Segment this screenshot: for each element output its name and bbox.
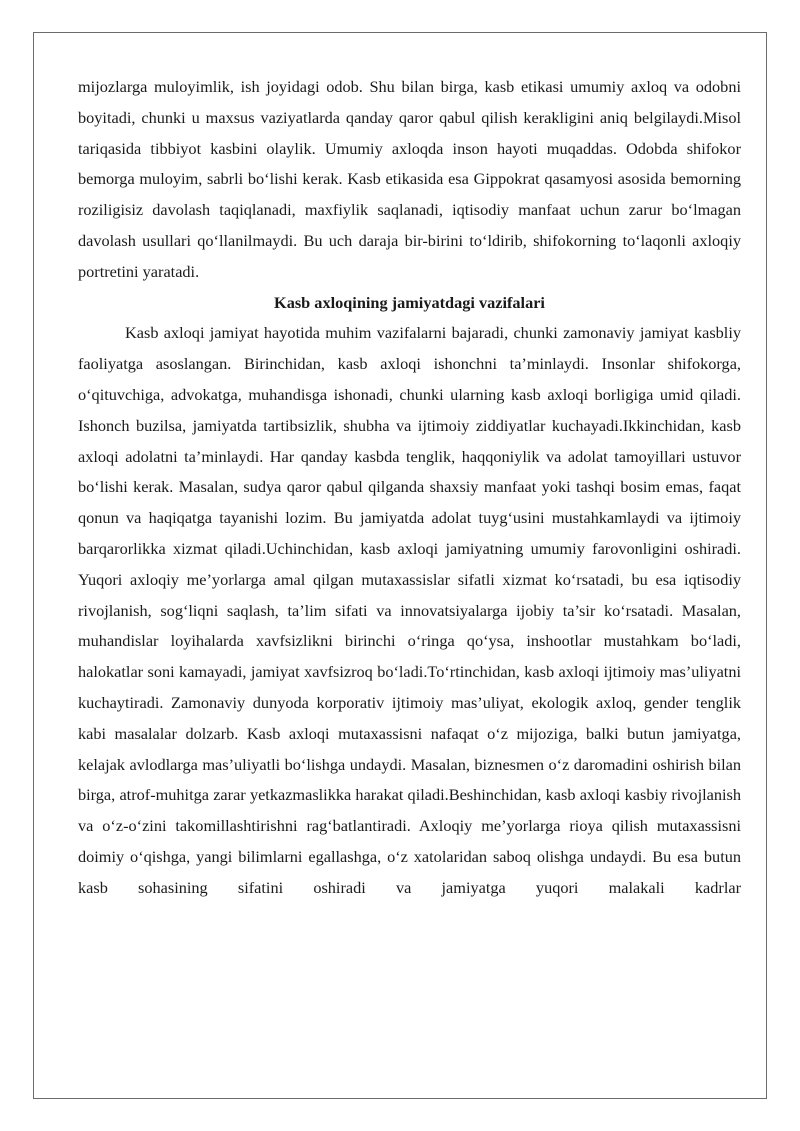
section-heading: Kasb axloqining jamiyatdagi vazifalari bbox=[274, 292, 545, 312]
body-paragraph-2: Kasb axloqi jamiyat hayotida muhim vazifalarni bajaradi, chunki zamonaviy jamiyat kasbliy faoliyatga asoslangan. Birinchidan, kasb axloqi ishonchni ta’minlaydi. Insonlar shifokorga, o‘qituvchiga, advokatga, muhandisga ishonadi, chunki ularning kasb axloqi borligiga umid qiladi. Ishonch buzilsa, jamiyatda tartibsizlik, shubha va ijtimoiy ziddiyatlar kuchayadi.Ikkinchidan, kasb axloqi adolatni ta’minlaydi. Har qanday kasbda tenglik, haqqoniylik va adolat tamoyillari ustuvor bo‘lishi kerak. Masalan, sudya qaror qabul qilganda shaxsiy manfaat yoki tashqi bosim emas, faqat qonun va haqiqatga tayanishi lozim. Bu jamiyatda adolat tuyg‘usini mustahkamlaydi va ijtimoiy barqarorlikka xizmat qiladi.Uchinchidan, kasb axloqi jamiyatning umumiy farovonligini oshiradi. Yuqori axloqiy me’yorlarga amal qilgan mutaxassislar sifatli xizmat ko‘rsatadi, bu esa iqtisodiy rivojlanish, sog‘liqni saqlash, ta’lim sifati va innovatsiyalarga ijobiy ta’sir ko‘rsatadi. Masalan, muhandislar loyihalarda xavfsizlikni birinchi o‘ringa qo‘ysa, inshootlar mustahkam bo‘ladi, halokatlar soni kamayadi, jamiyat xavfsizroq bo‘ladi.To‘rtinchidan, kasb axloqi ijtimoiy mas’uliyatni kuchaytiradi. Zamonaviy dunyoda korporativ ijtimoiy mas’uliyat, ekologik axloq, gender tenglik kabi masalalar dolzarb. Kasb axloqi mutaxassisni nafaqat o‘z mijoziga, balki butun jamiyatga, kelajak avlodlarga mas’uliyatli bo‘lishga undaydi. Masalan, biznesmen o‘z daromadini oshirish bilan birga, atrof-muhitga zarar yetkazmaslikka harakat qiladi.Beshinchidan, kasb axloqi kasbiy rivojlanish va o‘z-o‘zini takomillashtirishni rag‘batlantiradi. Axloqiy me’yorlarga rioya qilish mutaxassisni doimiy o‘qishga, yangi bilimlarni egallashga, o‘z xatolaridan saboq olishga undaydi. Bu esa butun kasb sohasining sifatini oshiradi va jamiyatga yuqori malakali kadrlar bbox=[78, 323, 741, 897]
document-body bbox=[78, 72, 741, 904]
body-paragraph-1: mijozlarga muloyimlik, ish joyidagi odob. Shu bilan birga, kasb etikasi umumiy axloq va odobni boyitadi, chunki u maxsus vaziyatlarda qanday qaror qabul qilish kerakligini aniq belgilaydi.Misol tariqasida tibbiyot kasbini olaylik. Umumiy axloqda inson hayoti muqaddas. Odobda shifokor bemorga muloyim, sabrli bo‘lishi kerak. Kasb etikasida esa Gippokrat qasamyosi asosida bemorning roziligisiz davolash taqiqlanadi, maxfiylik saqlanadi, iqtisodiy manfaat uchun zarur bo‘lmagan davolash usullari qo‘llanilmaydi. Bu uch daraja bir-birini to‘ldirib, shifokorning to‘laqonli axloqiy portretini yaratadi. bbox=[78, 77, 741, 281]
